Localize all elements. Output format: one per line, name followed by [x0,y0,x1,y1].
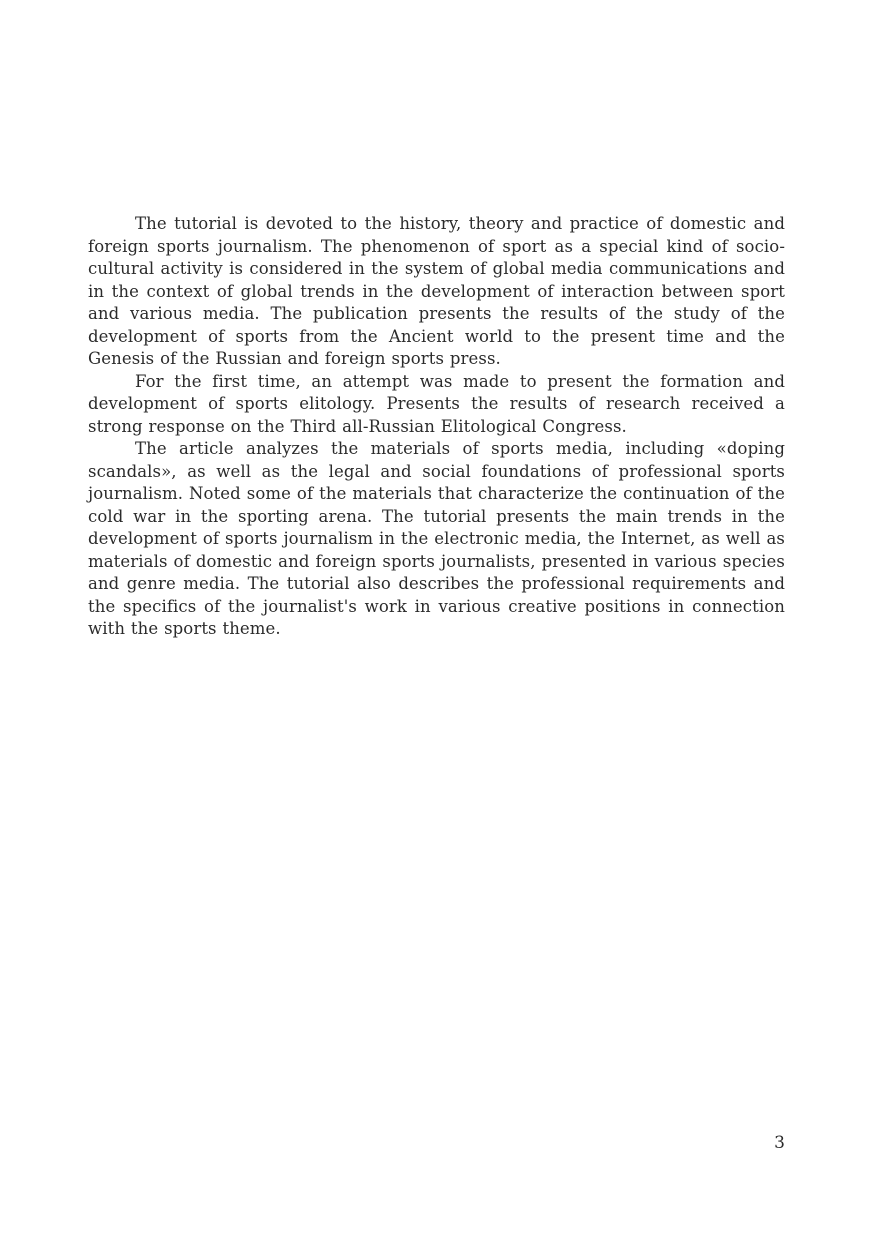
paragraph-1: The tutorial is devoted to the history, theory and practice of domestic and foreign sports journalism. The phenomenon of sport as a special kind of socio-cultural activity is considered in the system of global media communications and in the context of global trends in the development of interaction between sport and various media. The publication presents the results of the study of the development of sports from the Ancient world to the present time and the Genesis of the Russian and foreign sports press. [88,214,785,368]
page-number: 3 [774,1133,785,1153]
paragraph-2: For the first time, an attempt was made to present the formation and development of sports elitology. Presents the results of research received a strong response on the Third all-Russian Elitological Congress. [88,371,785,436]
paragraph-3: The article analyzes the materials of sports media, including «doping scandals», as well as the legal and social foundations of professional sports journalism. Noted some of the materials that characterize the continuation of the cold war in the sporting arena. The tutorial presents the main trends in the development of sports journalism in the electronic media, the Internet, as well as materials of domestic and foreign sports journalists, presented in various species and genre media. The tutorial also describes the professional requirements and the specifics of the journalist's work in various creative positions in connection with the sports theme. [88,439,785,638]
page-body-text [88,213,785,641]
